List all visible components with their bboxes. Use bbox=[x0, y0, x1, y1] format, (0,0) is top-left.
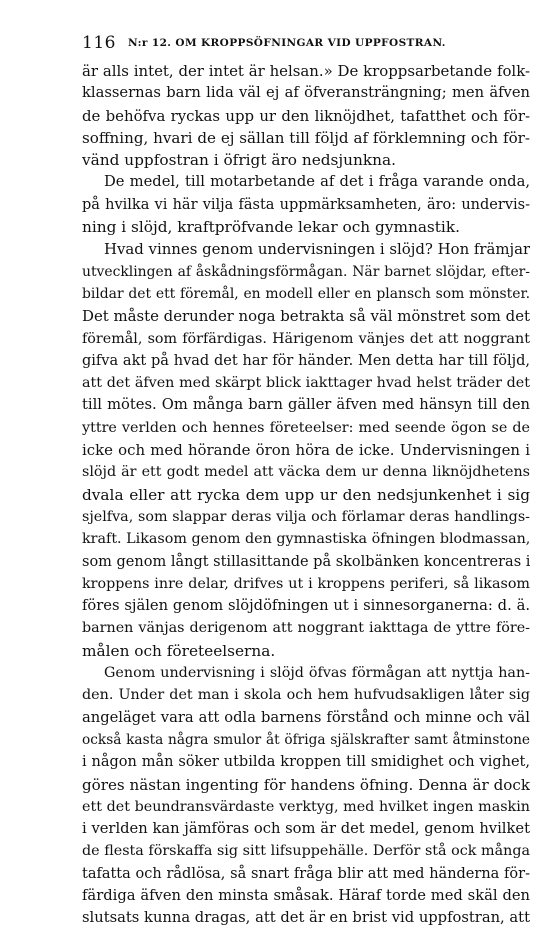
text-line: i verlden kan jämföras och som är det medel, genom hvilket bbox=[82, 820, 530, 838]
text-line: barnen vänjas derigenom att noggrant iakttaga de yttre före- bbox=[82, 620, 530, 637]
text-line: ning i slöjd, kraftpröfvande lekar och gymnastik. bbox=[82, 218, 460, 237]
text-line: Det måste derunder noga betrakta så väl mönstret som det bbox=[82, 307, 530, 326]
text-line: bildar det ett föremål, en modell eller en plansch som mönster. bbox=[82, 285, 530, 302]
text-line: på hvilka vi här vilja fästa uppmärksamheten, äro: undervis- bbox=[82, 196, 530, 213]
text-line: tafatta och rådlösa, så snart fråga blir att med händerna för- bbox=[82, 865, 530, 882]
text-line: de behöfva ryckas upp ur den liknöjdhet, tafatthet och för- bbox=[82, 106, 530, 125]
page-header bbox=[82, 33, 530, 55]
text-line: yttre verlden och hennes företeelser: med seende ögon se de bbox=[82, 419, 530, 436]
text-line: sjelfva, som slappar deras vilja och förlamar deras handlings- bbox=[82, 508, 530, 525]
text-line: i någon mån söker utbilda kroppen till smidighet och vighet, bbox=[82, 754, 530, 771]
text-line: kroppens inre delar, drifves ut i kroppens periferi, så likasom bbox=[82, 575, 530, 592]
text-line: icke och med hörande öron höra de icke. Undervisningen i bbox=[82, 441, 530, 460]
text-line: den. Under det man i skola och hem hufvudsakligen låter sig bbox=[82, 687, 530, 704]
text-line: soffning, hvari de ej sällan till följd af förklemning och för- bbox=[82, 128, 530, 147]
text-line: gifva akt på hvad det har för händer. Men detta har till följd, bbox=[82, 352, 530, 369]
text-line: De medel, till motarbetande af det i fråga varande onda, bbox=[104, 173, 530, 191]
text-line: också kasta några smulor åt öfriga själskrafter samt åtminstone bbox=[82, 731, 530, 748]
text-line: kraft. Likasom genom den gymnastiska öfningen blodmassan, bbox=[82, 531, 530, 548]
text-line: målen och företeelserna. bbox=[82, 641, 276, 660]
text-line: färdiga äfven den minsta småsak. Häraf torde med skäl den bbox=[82, 886, 530, 904]
text-line: föremål, som förfärdigas. Härigenom vänjes det att noggrant bbox=[82, 330, 530, 347]
text-line: Hvad vinnes genom undervisningen i slöjd? Hon främjar bbox=[104, 240, 530, 259]
text-line: de flesta förskaffa sig sitt lifsuppehälle. Derför stå ock många bbox=[82, 843, 530, 860]
text-line: är alls intet, der intet är helsan.» De kroppsarbetande folk- bbox=[82, 62, 530, 80]
running-head: N:r 12. OM KROPPSÖFNINGAR VID UPPFOSTRAN. bbox=[128, 37, 446, 49]
text-line: Genom undervisning i slöjd öfvas förmågan att nyttja han- bbox=[104, 665, 530, 682]
text-line: att det äfven med skärpt blick iakttager hvad helst träder det bbox=[82, 375, 530, 392]
text-line: klassernas barn lida väl ej af öfveransträngning; men äfven bbox=[82, 84, 530, 102]
text-line: till mötes. Om många barn gäller äfven med hänsyn till den bbox=[82, 396, 530, 414]
text-line: som genom långt stillasittande på skolbänken koncentreras i bbox=[82, 553, 530, 570]
body-text bbox=[82, 60, 530, 930]
text-line: dvala eller att rycka dem upp ur den nedsjunkenhet i sig bbox=[82, 485, 530, 504]
text-line: göres nästan ingenting för handens öfning. Denna är dock bbox=[82, 775, 530, 794]
text-line: slöjd är ett godt medel att väcka dem ur denna liknöjdhetens bbox=[82, 464, 530, 481]
text-line: slutsats kunna dragas, att det är en brist vid uppfostran, att bbox=[82, 909, 530, 927]
text-line: utvecklingen af åskådningsförmågan. När barnet slöjdar, efter- bbox=[82, 263, 530, 280]
text-line: angeläget vara att odla barnens förstånd och minne och väl bbox=[82, 708, 530, 726]
text-line: ett det beundransvärdaste verktyg, med hvilket ingen maskin bbox=[82, 798, 530, 815]
text-line: föres själen genom slöjdöfningen ut i sinnesorganerna: d. ä. bbox=[82, 597, 530, 615]
text-line: vänd uppfostran i öfrigt äro nedsjunkna. bbox=[82, 151, 396, 170]
page-number: 116 bbox=[82, 33, 116, 53]
